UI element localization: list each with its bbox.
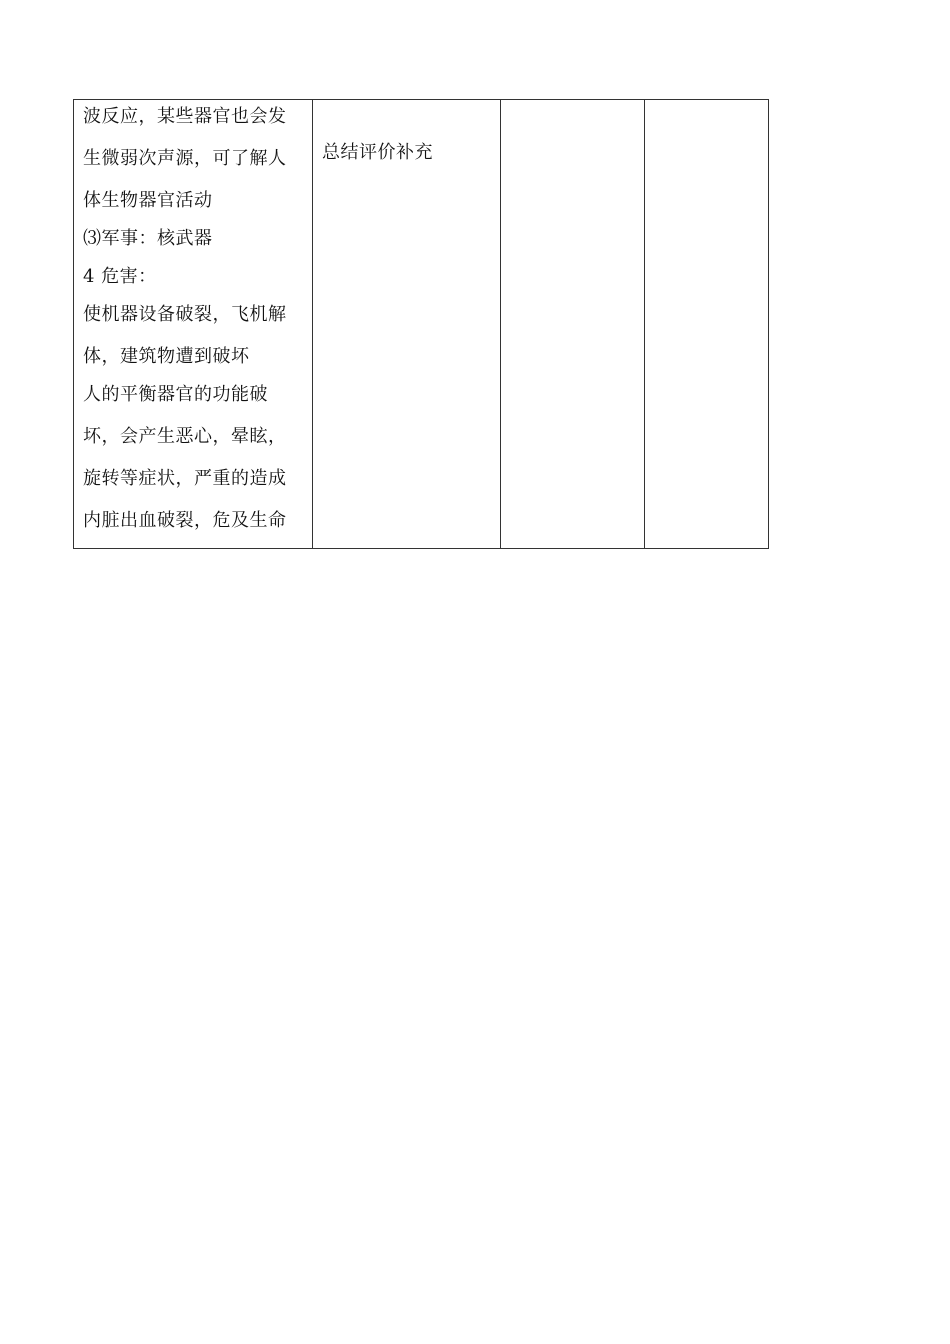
content-line: 人的平衡器官的功能破 xyxy=(83,384,268,405)
summary-text: 总结评价补充 xyxy=(322,142,433,163)
summary-cell xyxy=(313,100,501,549)
empty-cell-4 xyxy=(645,100,769,549)
content-line: 使机器设备破裂，飞机解 xyxy=(83,304,287,325)
content-line: 4 危害： xyxy=(83,266,157,287)
content-line: ⑶军事：核武器 xyxy=(83,228,213,249)
content-line: 坏，会产生恶心，晕眩， xyxy=(83,426,287,447)
empty-cell-3 xyxy=(501,100,645,549)
content-lines xyxy=(74,100,312,548)
content-line: 波反应，某些器官也会发 xyxy=(83,106,287,127)
content-line: 生微弱次声源，可了解人 xyxy=(83,148,287,169)
content-line: 体，建筑物遭到破坏 xyxy=(83,346,250,367)
content-line: 体生物器官活动 xyxy=(83,190,213,211)
content-line: 旋转等症状，严重的造成 xyxy=(83,468,287,489)
content-cell xyxy=(74,100,313,549)
table-row xyxy=(74,100,769,549)
content-line: 内脏出血破裂，危及生命 xyxy=(83,510,287,531)
lesson-plan-table xyxy=(73,99,769,549)
